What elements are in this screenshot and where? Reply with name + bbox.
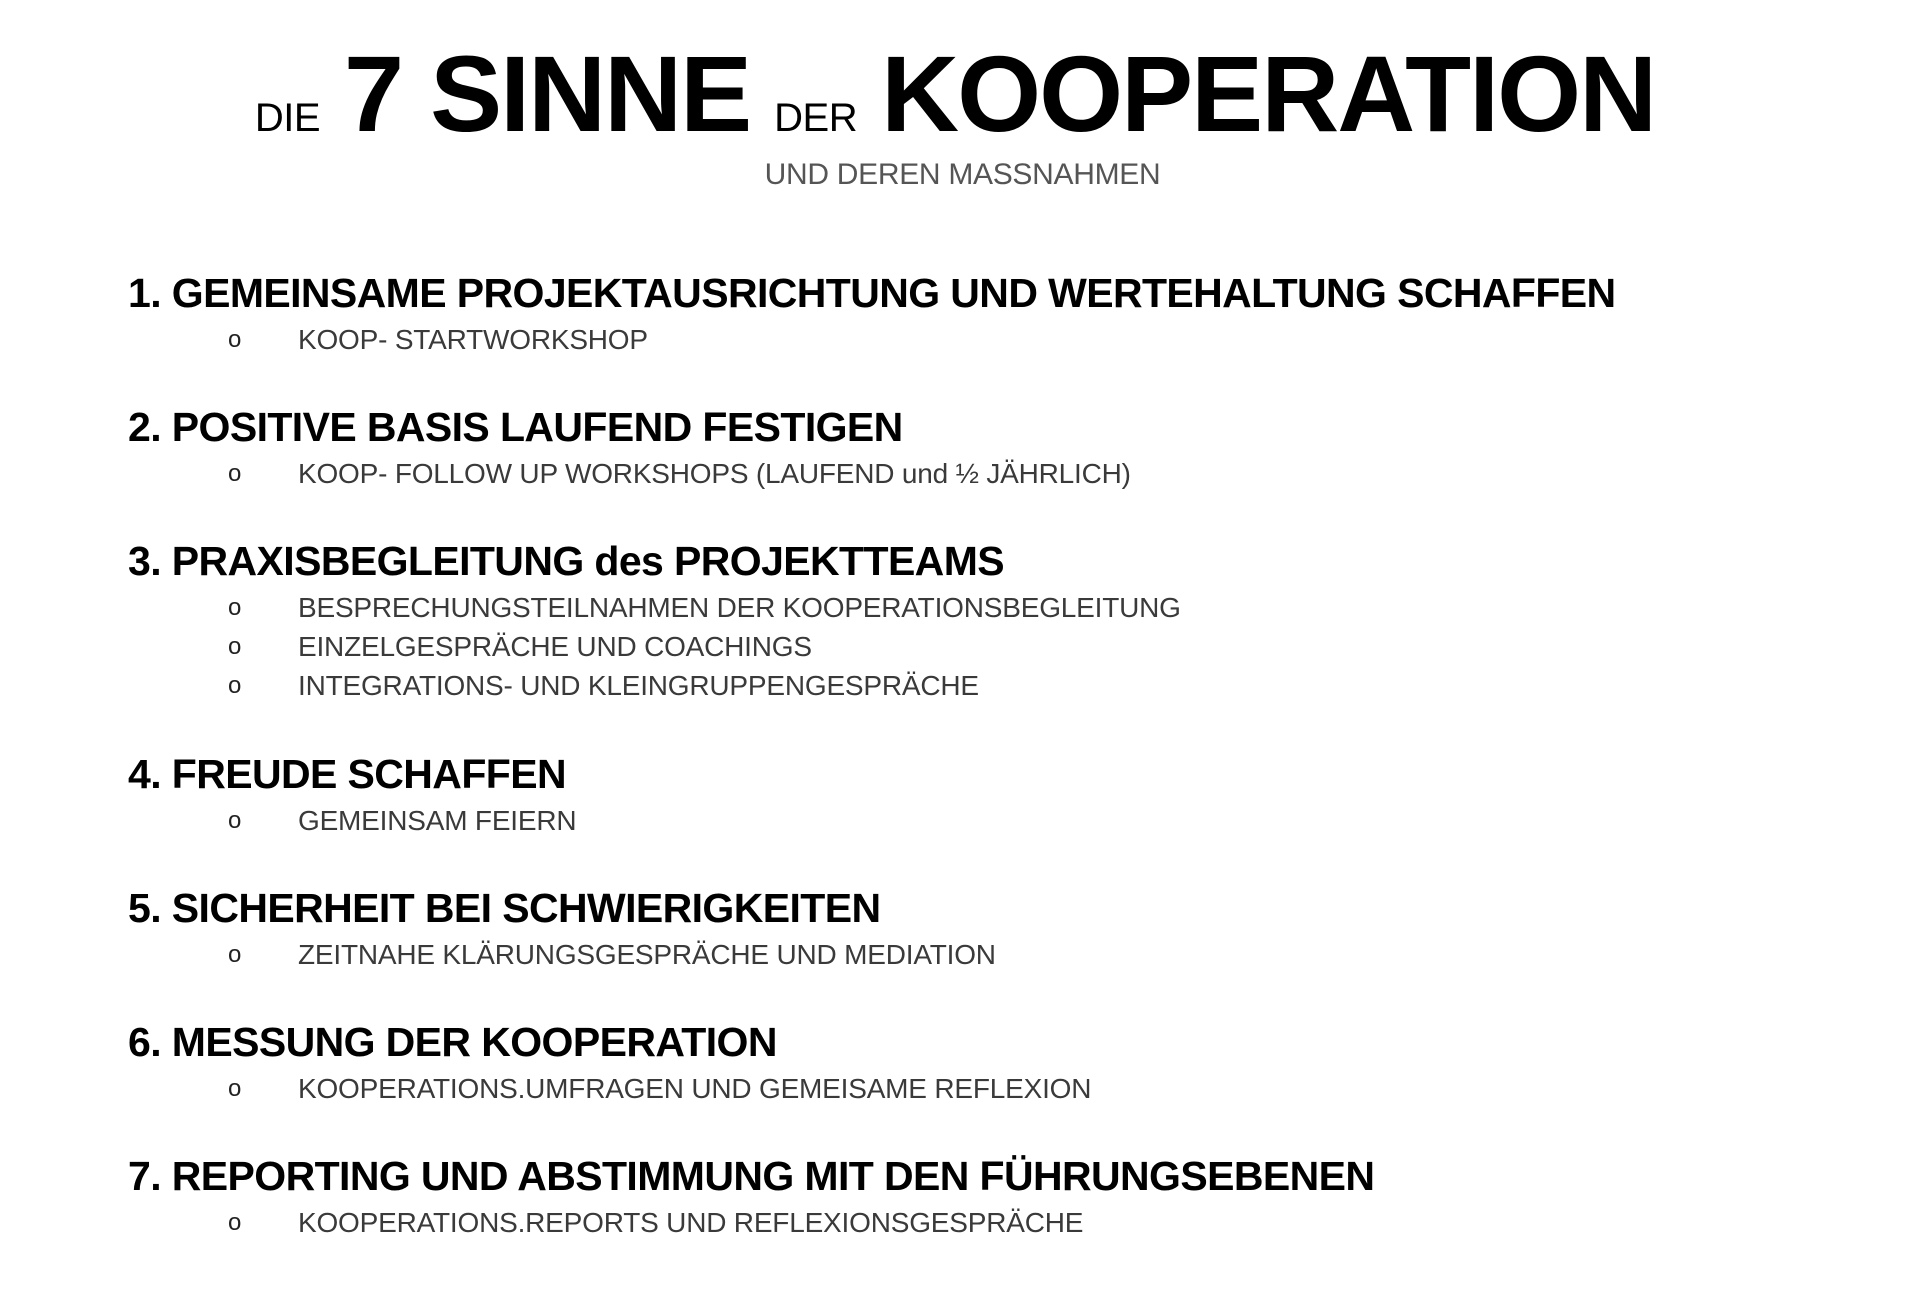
section-6: [128, 1015, 1848, 1108]
measures-list: [128, 1069, 1848, 1108]
measures-list: [128, 935, 1848, 974]
section-5: [128, 881, 1848, 974]
measures-list: [128, 1203, 1848, 1242]
list-item: [128, 935, 1848, 974]
list-item-text: INTEGRATIONS- UND KLEINGRUPPENGESPRÄCHE: [298, 670, 979, 701]
list-item-text: ZEITNAHE KLÄRUNGSGESPRÄCHE UND MEDIATION: [298, 939, 996, 970]
list-item: [128, 666, 1848, 705]
measures-list: [128, 801, 1848, 840]
bullet-icon: o: [228, 326, 242, 353]
section-3: [128, 534, 1848, 705]
measures-list: [128, 454, 1848, 493]
list-item-text: GEMEINSAM FEIERN: [298, 805, 577, 836]
list-item: [128, 1203, 1848, 1242]
section-heading: 7. REPORTING UND ABSTIMMUNG MIT DEN FÜHRUNGSEBENEN: [128, 1153, 1375, 1199]
title-7-sinne: 7 SINNE: [344, 33, 751, 154]
bullet-icon: o: [228, 1209, 242, 1236]
list-item-text: EINZELGESPRÄCHE UND COACHINGS: [298, 631, 812, 662]
list-item: [128, 454, 1848, 493]
bullet-icon: o: [228, 594, 242, 621]
bullet-icon: o: [228, 807, 242, 834]
section-heading: 6. MESSUNG DER KOOPERATION: [128, 1019, 777, 1065]
bullet-icon: o: [228, 672, 242, 699]
list-item: [128, 801, 1848, 840]
section-7: [128, 1149, 1848, 1242]
section-2: [128, 400, 1848, 493]
title-der: DER: [774, 96, 858, 140]
list-item: [128, 1069, 1848, 1108]
section-1: [128, 266, 1848, 359]
list-item: [128, 588, 1848, 627]
section-heading: 5. SICHERHEIT BEI SCHWIERIGKEITEN: [128, 885, 881, 931]
measures-list: [128, 320, 1848, 359]
section-heading: 4. FREUDE SCHAFFEN: [128, 751, 566, 797]
list-item-text: KOOP- STARTWORKSHOP: [298, 324, 648, 355]
title-die: DIE: [254, 96, 321, 140]
list-item-text: KOOPERATIONS.REPORTS UND REFLEXIONSGESPRÄCHE: [298, 1207, 1084, 1238]
bullet-icon: o: [228, 941, 242, 968]
section-heading: 2. POSITIVE BASIS LAUFEND FESTIGEN: [128, 404, 903, 450]
list-item: [128, 627, 1848, 666]
page-title: [0, 33, 1910, 154]
sections-list: [128, 266, 1848, 1242]
list-item: [128, 320, 1848, 359]
section-heading: 3. PRAXISBEGLEITUNG des PROJEKTTEAMS: [128, 538, 1004, 584]
bullet-icon: o: [228, 1075, 242, 1102]
page-subtitle: UND DEREN MASSNAHMEN: [764, 158, 1161, 191]
section-heading: 1. GEMEINSAME PROJEKTAUSRICHTUNG UND WERTEHALTUNG SCHAFFEN: [128, 270, 1616, 316]
bullet-icon: o: [228, 460, 242, 487]
list-item-text: KOOPERATIONS.UMFRAGEN UND GEMEISAME REFLEXION: [298, 1073, 1092, 1104]
list-item-text: KOOP- FOLLOW UP WORKSHOPS (LAUFEND und ½ JÄHRLICH): [298, 458, 1131, 489]
title-kooperation: KOOPERATION: [881, 33, 1656, 154]
section-4: [128, 747, 1848, 840]
list-item-text: BESPRECHUNGSTEILNAHMEN DER KOOPERATIONSBEGLEITUNG: [298, 592, 1181, 623]
bullet-icon: o: [228, 633, 242, 660]
measures-list: [128, 588, 1848, 705]
